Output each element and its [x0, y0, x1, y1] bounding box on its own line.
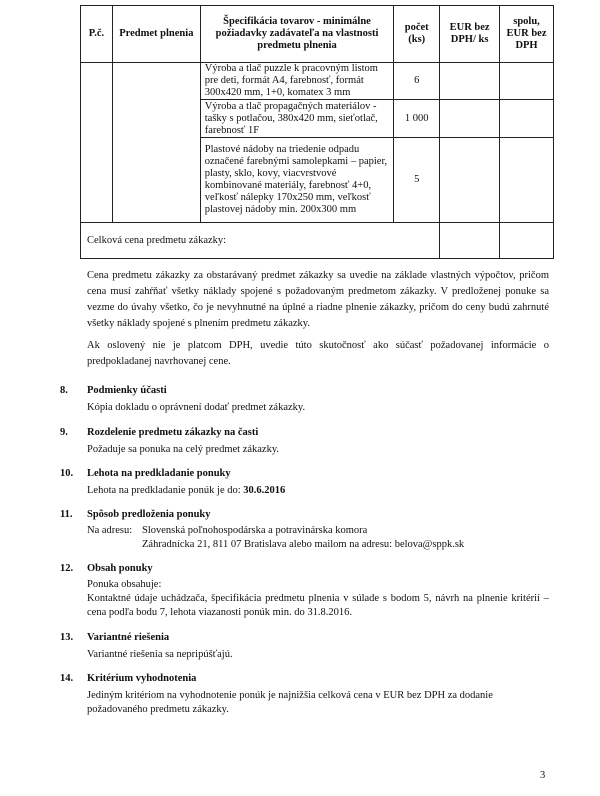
header-count: počet (ks)	[394, 6, 440, 63]
section-title: Spôsob predloženia ponuky	[87, 509, 211, 520]
section-title: Podmienky účasti	[87, 385, 167, 396]
address-line-1: Slovenská poľnohospodárska a potravinárska komora	[142, 525, 368, 536]
header-unit-price: EUR bez DPH/ ks	[440, 6, 500, 63]
row-qty-cell: 5	[394, 138, 440, 223]
header-pc: P.č.	[81, 6, 113, 63]
section-body-detail: Kontaktné údaje uchádzača, špecifikácia predmetu plnenia v súlade s bodom 5, návrh na plnenie kritérií – cena podľa bodu 7, lehota viazanosti ponúk min. do 31.8.2016.	[87, 593, 549, 618]
specification-table	[80, 5, 554, 259]
section-body: Jediným kritériom na vyhodnotenie ponúk je najnižšia celková cena v EUR bez DPH za dodanie požadovaného predmetu zákazky.	[87, 690, 493, 715]
section-title: Variantné riešenia	[87, 632, 170, 643]
section-body: Variantné riešenia sa nepripúšťajú.	[87, 649, 233, 660]
row-qty-cell: 1 000	[394, 100, 440, 138]
deadline-date: 30.6.2016	[243, 485, 286, 496]
row-qty-cell: 6	[394, 63, 440, 100]
section-title: Kritérium vyhodnotenia	[87, 673, 197, 684]
table-header-row	[81, 6, 554, 63]
section-body: Požaduje sa ponuka na celý predmet zákazky.	[87, 444, 280, 455]
section-number: 11.	[60, 509, 73, 520]
header-specification: Špecifikácia tovarov - minimálne požiadavky zadávateľa na vlastnosti predmetu plnenia	[200, 6, 393, 63]
table-total-row	[81, 223, 554, 259]
row-spec-cell: Výroba a tlač puzzle k pracovným listom pre deti, formát A4, farebnosť, formát 300x420 mm, 1+0, komatex 3 mm	[200, 63, 393, 100]
address-lines	[142, 524, 562, 552]
section-number: 8.	[60, 385, 68, 396]
table-row	[81, 63, 554, 100]
row-spec-cell: Plastové nádoby na triedenie odpadu označené farebnými samolepkami – papier, plasty, sklo, kovy, viacvrstvové kombinované materiály, farebnosť 4+0, veľkosť nálepky 170x250 mm, veľkosť plastovej nádoby min. 200x300 mm	[200, 138, 393, 223]
row-spec-cell: Výroba a tlač propagačných materiálov - tašky s potlačou, 380x420 mm, sieťotlač, farebnosť 1F	[200, 100, 393, 138]
address-line-2: Záhradnícka 21, 811 07 Bratislava alebo mailom na adresu: belova@sppk.sk	[142, 539, 465, 550]
section-title: Lehota na predkladanie ponuky	[87, 468, 231, 479]
section-title: Rozdelenie predmetu zákazky na časti	[87, 427, 259, 438]
page-number: 3	[540, 770, 546, 781]
section-body: Ponuka obsahuje:	[87, 579, 162, 590]
header-total: spolu, EUR bez DPH	[500, 6, 554, 63]
section-title: Obsah ponuky	[87, 563, 153, 574]
section-number: 13.	[60, 632, 74, 643]
vat-paragraph: Ak oslovený nie je platcom DPH, uvedie túto skutočnosť ako súčasť požadovanej informácie o predpokladanej navrhovanej cene.	[87, 340, 549, 367]
address-block	[87, 524, 549, 550]
total-label: Celková cena predmetu zákazky:	[81, 223, 440, 259]
section-body	[87, 484, 549, 498]
address-label: Na adresu:	[87, 525, 133, 536]
section-number: 10.	[60, 468, 74, 479]
deadline-text: Lehota na predkladanie ponúk je do:	[87, 485, 244, 496]
price-paragraph: Cena predmetu zákazky za obstarávaný predmet zákazky sa uvedie na základe vlastných výpočtov, pričom cena musí zahŕňať všetky náklady spojené s požadovaným predmetom zákazky. V predloženej ponuke sa vezme do úvahy všetko, čo je nevyhnutné na úplné a riadne plnenie zákazky, pričom do ceny budú zahrnuté všetky náklady spojené s plnením predmetu zákazky.	[87, 270, 549, 329]
section-number: 14.	[60, 673, 74, 684]
section-body: Kópia dokladu o oprávnení dodať predmet zákazky.	[87, 402, 306, 413]
header-subject: Predmet plnenia	[112, 6, 200, 63]
section-number: 12.	[60, 563, 74, 574]
section-number: 9.	[60, 427, 68, 438]
